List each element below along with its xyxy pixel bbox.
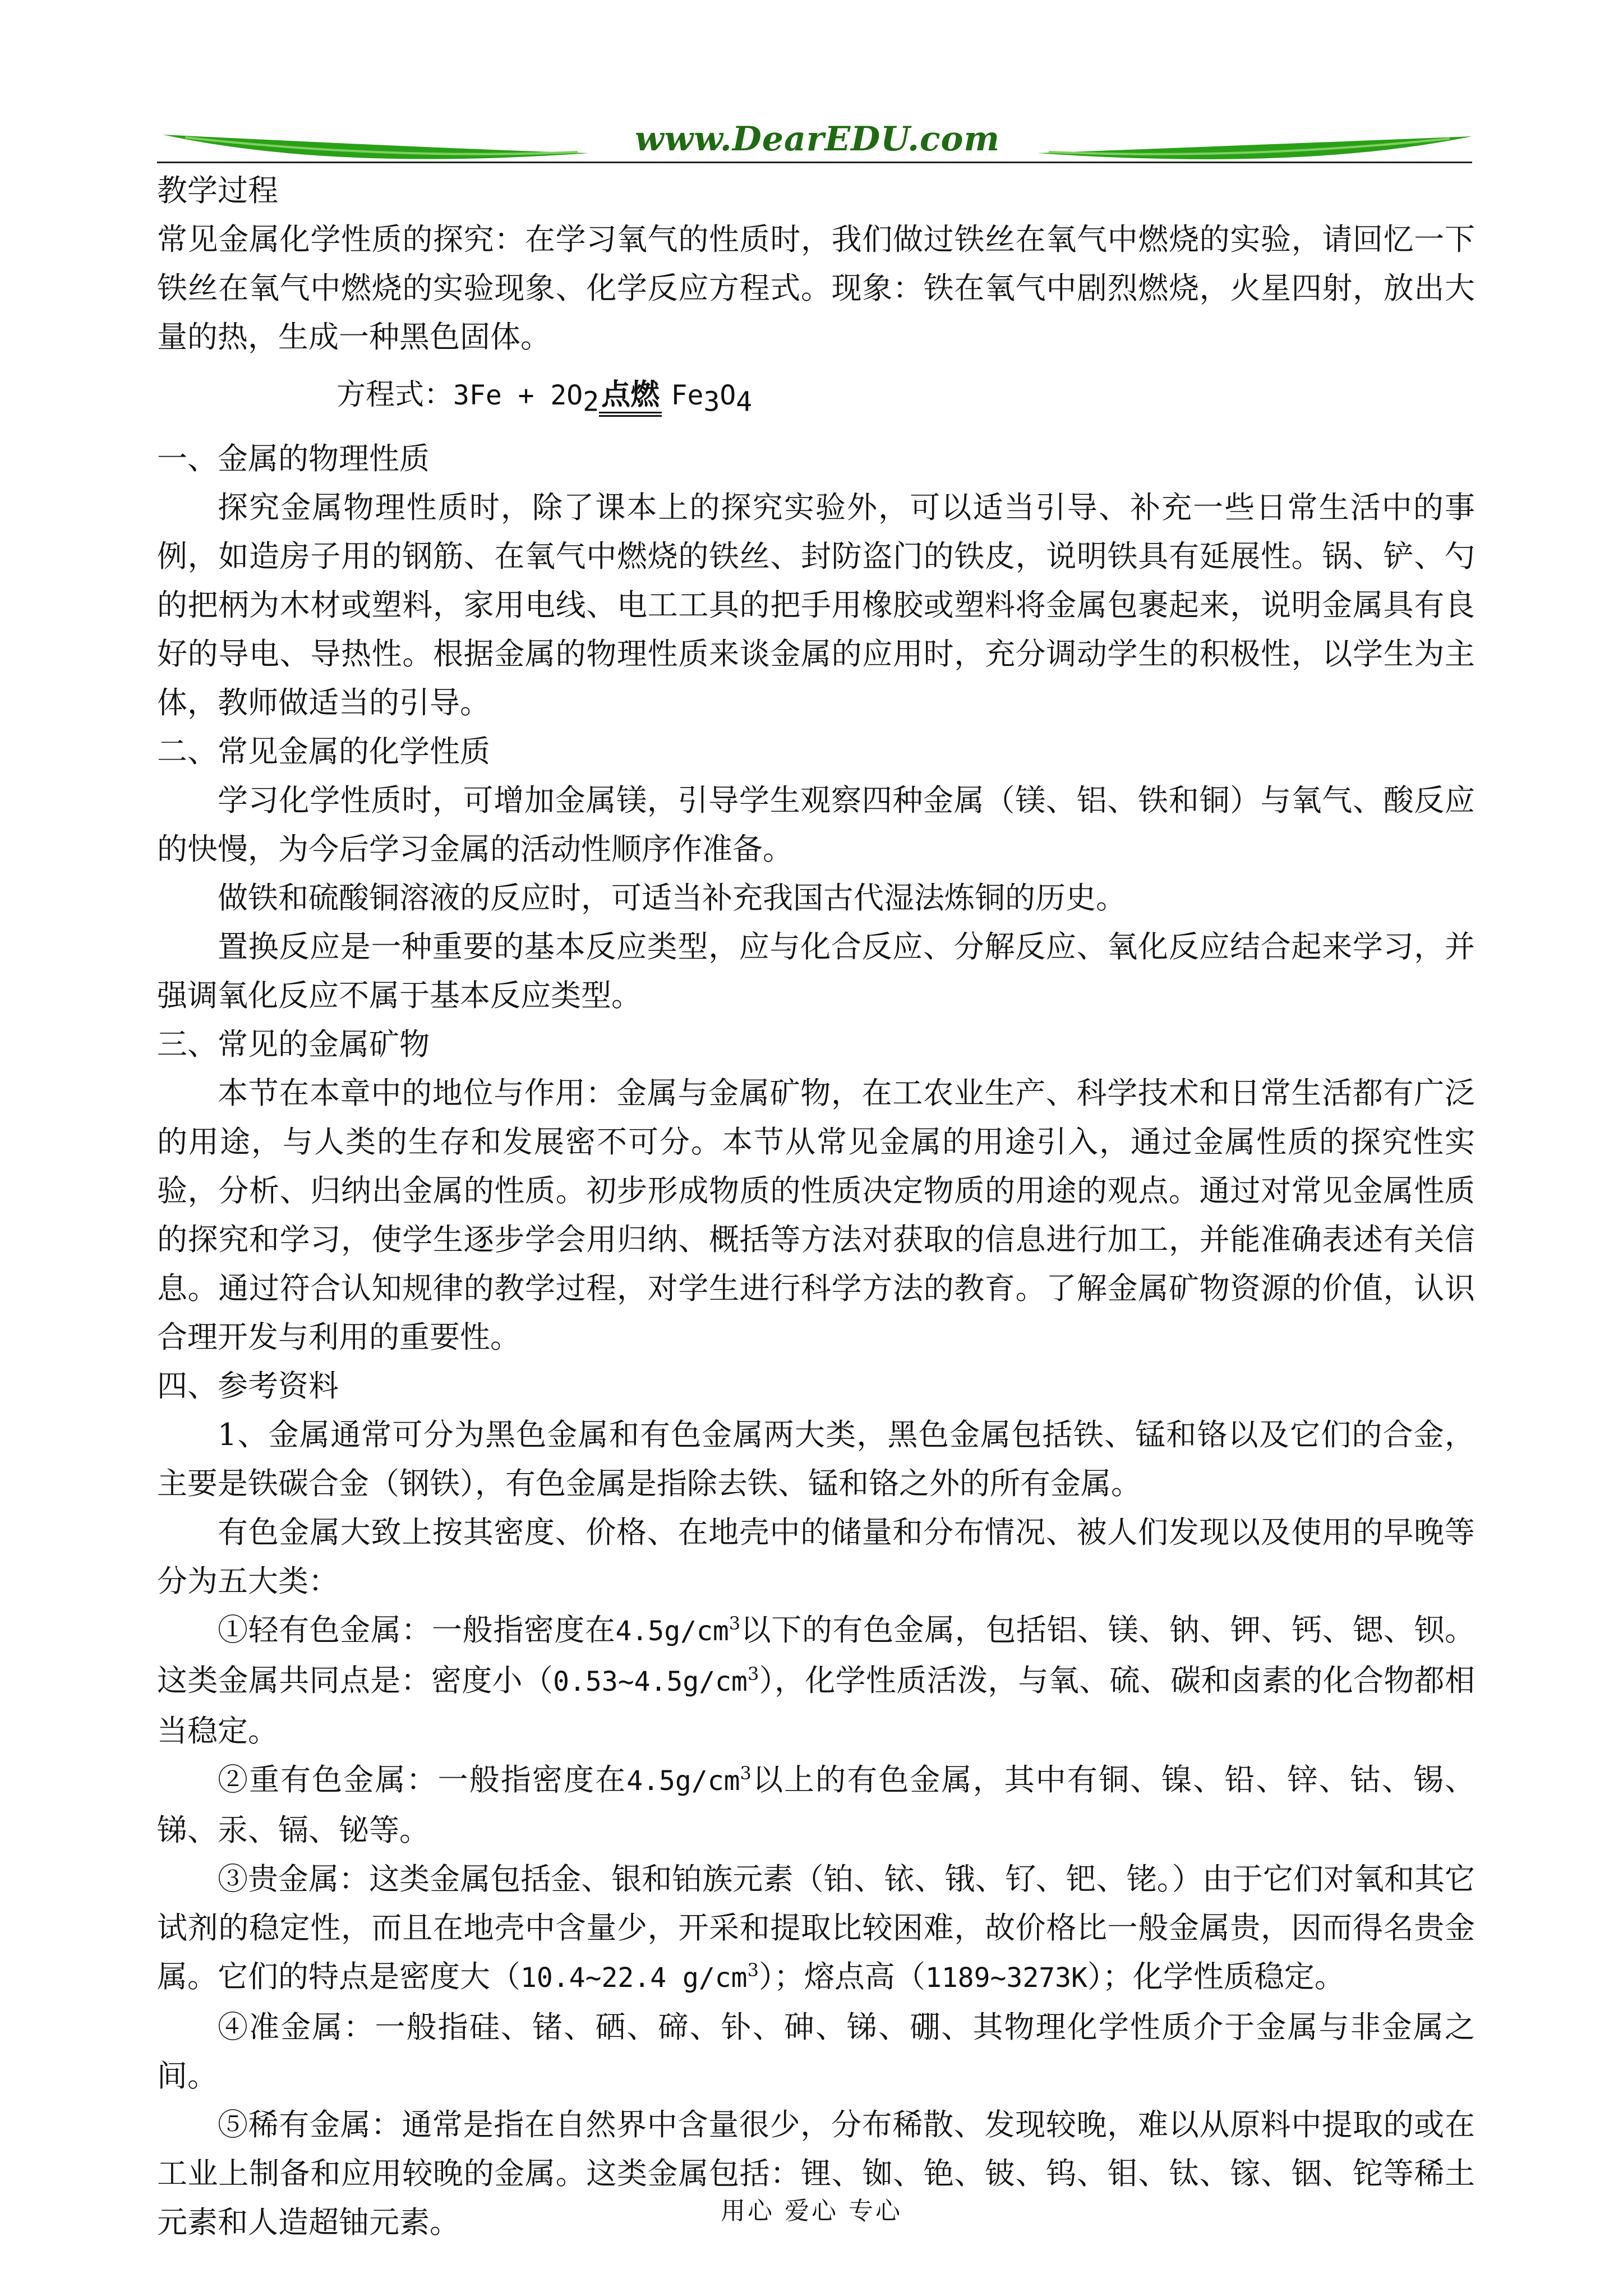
paragraph-metalloids: ④准金属：一般指硅、锗、硒、碲、钋、砷、锑、硼、其物理化学性质介于金属与非金属之间。: [157, 2009, 1475, 2093]
heading-metal-minerals: 三、常见的金属矿物: [157, 1027, 430, 1062]
paragraph-ref-1: 1、金属通常可分为黑色金属和有色金属两大类，黑色金属包括铁、锰和铬以及它们的合金，主要是铁碳合金（钢铁），有色金属是指除去铁、锰和铬之外的所有金属。: [157, 1417, 1475, 1501]
equation-lhs: 3Fe + 2O: [453, 380, 583, 411]
paragraph-minerals: 本节在本章中的地位与作用：金属与金属矿物，在工农业生产、科学技术和日常生活都有广泛的用途，与人类的生存和发展密不可分。本节从常见金属的用途引入，通过金属性质的探究性实验，分析、归纳出金属的性质。初步形成物质的性质决定物质的用途的观点。通过对常见金属性质的探究和学习，使学生逐步学会用归纳、概括等方法对获取的信息进行加工，并能准确表述有关信息。通过符合认知规律的教学过程，对学生进行科学方法的教育。了解金属矿物资源的价值，认识合理开发与利用的重要性。: [157, 1075, 1475, 1355]
document-body: [157, 166, 1475, 2247]
paragraph-heavy-metals: ②重有色金属：一般指密度在$4.5g/cm^3$以上的有色金属，其中有铜、镍、铅、锌、钴、锡、锑、汞、镉、铋等。: [157, 1762, 1476, 1848]
page-footer: 用心 爱心 专心: [721, 2197, 902, 2225]
equation-rhs-sub1: 3: [703, 386, 720, 418]
paragraph-chemical-2: 做铁和硫酸铜溶液的反应时，可适当补充我国古代湿法炼铜的历史。: [218, 880, 1126, 915]
paragraph-light-metals: ①轻有色金属：一般指密度在$4.5g/cm^3$以下的有色金属，包括铝、镁、钠、钾、钙、锶、钡。这类金属共同点是：密度小$(0.53\sim 4.5g/cm^3)$，化学性质活泼，与氧、硫、碳和卤素的化合物都相当稳定。: [157, 1612, 1476, 1749]
header-divider: [157, 162, 1472, 163]
equation-rhs-fe: Fe: [671, 380, 704, 411]
paragraph-precious-metals: ③贵金属：这类金属包括金、银和铂族元素（铂、铱、锇、钌、钯、铑。）由于它们对氧和其它试剂的稳定性，而且在地壳中含量少，开采和提取比较困难，故价格比一般金属贵，因而得名贵金属。它们的特点是密度大（10.4~22.4 $g/cm^3$）；熔点高（1189~3273K）；化学性质稳定。: [157, 1861, 1475, 1994]
heading-physical-properties: 一、金属的物理性质: [157, 441, 430, 476]
paragraph-intro: 常见金属化学性质的探究：在学习氧气的性质时，我们做过铁丝在氧气中燃烧的实验，请回忆一下铁丝在氧气中燃烧的实验现象、化学反应方程式。现象：铁在氧气中剧烈燃烧，火星四射，放出大量的热，生成一种黑色固体。: [157, 222, 1475, 355]
reaction-condition: 点燃: [599, 378, 662, 417]
site-header-banner: [163, 115, 1472, 165]
equation-lhs-sub: 2: [583, 386, 600, 418]
heading-chemical-properties: 二、常见金属的化学性质: [157, 734, 490, 769]
equation-rhs-sub2: 4: [736, 386, 753, 418]
heading-references: 四、参考资料: [157, 1368, 339, 1404]
chemical-equation: [157, 361, 1475, 429]
paragraph-ref-2: 有色金属大致上按其密度、价格、在地壳中的储量和分布情况、被人们发现以及使用的早晚等分为五大类：: [157, 1515, 1475, 1599]
equation-label: 方程式：: [336, 378, 454, 412]
paragraph-chemical-3: 置换反应是一种重要的基本反应类型，应与化合反应、分解反应、氧化反应结合起来学习，并强调氧化反应不属于基本反应类型。: [157, 929, 1475, 1013]
paragraph-physical: 探究金属物理性质时，除了课本上的探究实验外，可以适当引导、补充一些日常生活中的事例，如造房子用的钢筋、在氧气中燃烧的铁丝、封防盗门的铁皮，说明铁具有延展性。锅、铲、勺的把柄为木材或塑料，家用电线、电工工具的把手用橡胶或塑料将金属包裹起来，说明金属具有良好的导电、导热性。根据金属的物理性质来谈金属的应用时，充分调动学生的积极性，以学生为主体，教师做适当的引导。: [157, 490, 1475, 720]
section-title: 教学过程: [157, 173, 278, 208]
paragraph-chemical-1: 学习化学性质时，可增加金属镁，引导学生观察四种金属（镁、铝、铁和铜）与氧气、酸反应的快慢，为今后学习金属的活动性顺序作准备。: [157, 783, 1475, 867]
site-url-logo: www.DearEDU.com: [634, 119, 1000, 159]
equation-rhs-o: O: [720, 380, 736, 411]
paragraph-rare-metals: ⑤稀有金属：通常是指在自然界中含量很少，分布稀散、发现较晚，难以从原料中提取的或在工业上制备和应用较晚的金属。这类金属包括：锂、铷、铯、铍、钨、钼、钛、镓、铟、铊等稀土元素和人造超铀元素。: [157, 2107, 1475, 2240]
